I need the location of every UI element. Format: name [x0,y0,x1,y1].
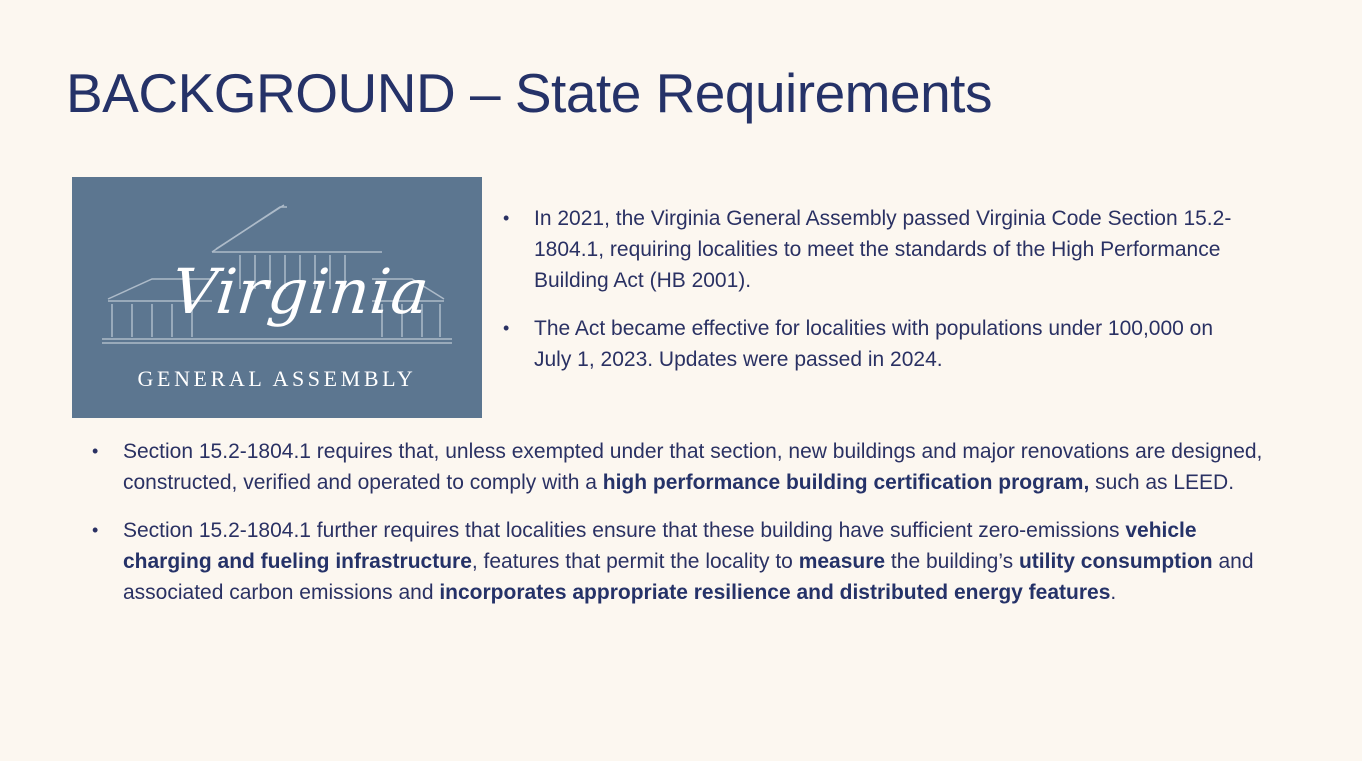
text-run: . [1110,581,1117,604]
text-run: , features that permit the locality to [471,550,799,573]
logo-caption: GENERAL ASSEMBLY [137,366,417,391]
top-bullet-list [503,203,1234,392]
list-item [503,313,1234,375]
text-run: and associated carbon emissions and [123,550,1254,604]
text-run: Section 15.2-1804.1 further requires that localities ensure that these building have sufficient zero-emissions [123,519,1126,542]
virginia-general-assembly-logo [72,177,482,418]
bold-text-run: high performance building certification program, [602,471,1090,494]
bold-text-run: utility consumption [1018,550,1213,573]
list-item [92,436,1263,498]
bold-text-run: vehicle charging and fueling infrastructure [123,519,1197,573]
bullet-icon: • [92,520,99,540]
bullet-text [123,440,1262,494]
bottom-bullet-list [92,436,1263,625]
bold-text-run: measure [798,550,886,573]
bullet-text [123,519,1254,604]
bullet-text: The Act became effective for localities with populations under 100,000 on July 1, 2023. Updates were passed in 2024. [534,317,1214,371]
list-item [92,515,1263,608]
text-run: such as LEED. [1089,471,1235,494]
text-run: Section 15.2-1804.1 requires that, unless exempted under that section, new buildings and major renovations are designed, constructed, verified and operated to comply with a [123,440,1263,494]
bold-text-run: incorporates appropriate resilience and distributed energy features [439,581,1111,604]
slide-title: BACKGROUND – State Requirements [66,62,992,124]
bullet-text: In 2021, the Virginia General Assembly passed Virginia Code Section 15.2-1804.1, requiring localities to meet the standards of the High Performance Building Act (HB 2001). [534,207,1232,292]
logo-script-word: Virginia [168,255,434,328]
bullet-icon: • [503,318,510,338]
bullet-icon: • [503,208,510,228]
text-run: the building’s [885,550,1019,573]
bullet-icon: • [92,441,99,461]
list-item [503,203,1234,296]
